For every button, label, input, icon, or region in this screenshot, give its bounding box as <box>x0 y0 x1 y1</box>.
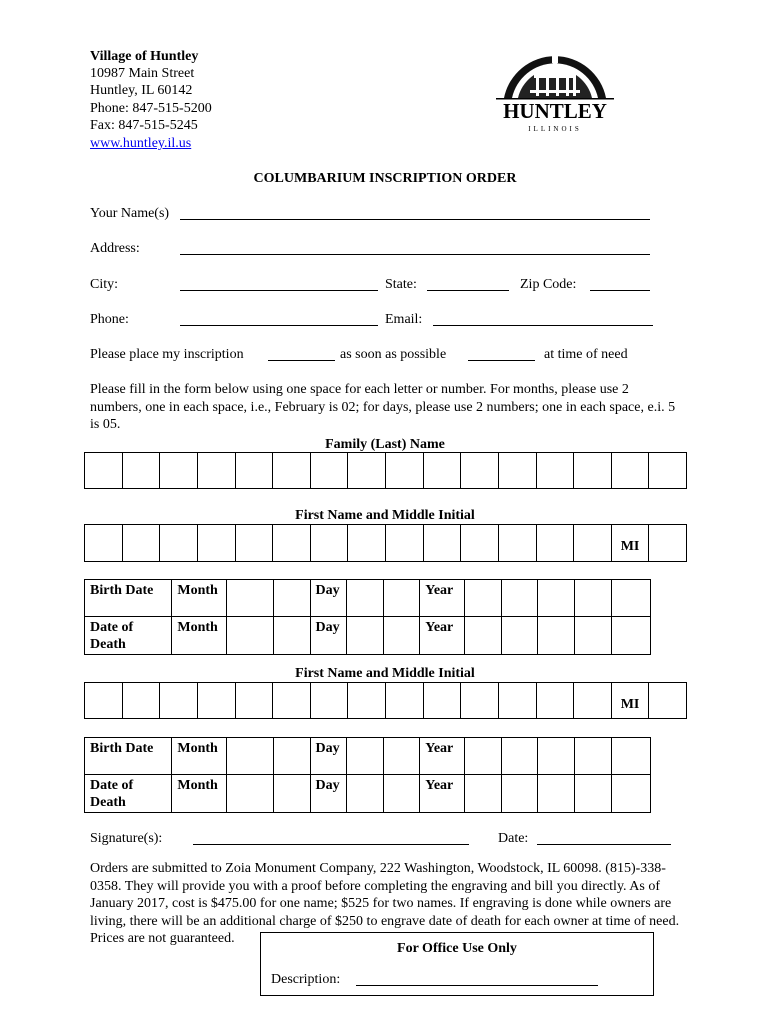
letter-box[interactable] <box>236 525 274 561</box>
digit-box[interactable] <box>347 580 384 617</box>
death-date-label: Date of Death <box>85 775 172 813</box>
digit-box[interactable] <box>227 580 274 617</box>
logo-subtitle: ILLINOIS <box>528 125 582 133</box>
letter-box[interactable] <box>160 683 198 718</box>
year-label: Year <box>420 617 465 655</box>
asap-option: as soon as possible <box>340 347 447 362</box>
state-input-line[interactable] <box>427 277 509 291</box>
huntley-gazebo-logo <box>490 40 620 135</box>
digit-box[interactable] <box>383 580 420 617</box>
digit-box[interactable] <box>273 738 310 775</box>
day-label: Day <box>310 775 347 813</box>
letter-box[interactable] <box>461 683 499 718</box>
logo-wordmark: HUNTLEY <box>503 99 607 123</box>
digit-box[interactable] <box>273 775 310 813</box>
letter-box[interactable] <box>461 525 499 561</box>
digit-box[interactable] <box>501 617 538 655</box>
letter-box[interactable] <box>198 453 236 488</box>
first-name-grid-1[interactable] <box>84 524 687 562</box>
dates-table-1 <box>84 579 651 655</box>
city-state-zip: Huntley, IL 60142 <box>90 83 193 98</box>
death-date-label: Date of Death <box>85 617 172 655</box>
letter-box[interactable] <box>386 453 424 488</box>
address-label: Address: <box>90 241 140 256</box>
letter-box[interactable] <box>123 453 161 488</box>
digit-box[interactable] <box>227 617 274 655</box>
digit-box[interactable] <box>383 617 420 655</box>
letter-box[interactable] <box>198 683 236 718</box>
birth-date-label: Birth Date <box>85 580 172 617</box>
letter-box[interactable] <box>424 683 462 718</box>
month-label: Month <box>172 580 227 617</box>
digit-box[interactable] <box>227 775 274 813</box>
phone-label: Phone: <box>90 312 129 327</box>
day-label: Day <box>310 617 347 655</box>
digit-box[interactable] <box>464 580 501 617</box>
digit-box[interactable] <box>574 775 612 813</box>
letter-box[interactable] <box>499 525 537 561</box>
letter-box[interactable] <box>123 525 161 561</box>
letter-box[interactable] <box>160 453 198 488</box>
digit-box[interactable] <box>347 775 384 813</box>
fax-number: Fax: 847-515-5245 <box>90 118 198 133</box>
digit-box[interactable] <box>574 580 612 617</box>
letter-box[interactable] <box>273 525 311 561</box>
first-name-heading-1: First Name and Middle Initial <box>295 508 475 523</box>
dates-table-2 <box>84 737 651 813</box>
letter-box[interactable] <box>499 453 537 488</box>
letter-box[interactable] <box>311 525 349 561</box>
digit-box[interactable] <box>538 580 575 617</box>
time-of-need-option: at time of need <box>544 347 628 362</box>
asap-checkline[interactable] <box>268 347 335 361</box>
description-input-line[interactable] <box>356 972 598 986</box>
letter-box[interactable] <box>424 525 462 561</box>
year-label: Year <box>420 738 465 775</box>
names-label: Your Name(s) <box>90 206 170 221</box>
state-label: State: <box>385 277 417 292</box>
letter-box[interactable] <box>123 683 161 718</box>
instructions-text: Please fill in the form below using one space for each letter or number. For months, please use 2 numbers, one in each space, i.e., February is 02; for days, please use 2 numbers; one in each space, e.i. 5 is 05. <box>90 382 676 432</box>
phone-input-line[interactable] <box>180 312 378 326</box>
website-link[interactable]: www.huntley.il.us <box>90 136 192 151</box>
street-address: 10987 Main Street <box>90 66 195 81</box>
office-use-box <box>260 932 654 996</box>
signature-label: Signature(s): <box>90 831 163 846</box>
letter-box[interactable] <box>386 683 424 718</box>
time-of-need-checkline[interactable] <box>468 347 535 361</box>
letter-box[interactable] <box>273 453 311 488</box>
digit-box[interactable] <box>612 775 651 813</box>
letter-box[interactable] <box>612 453 650 488</box>
digit-box[interactable] <box>273 580 310 617</box>
digit-box[interactable] <box>538 738 575 775</box>
letter-box[interactable] <box>537 525 575 561</box>
address-input-line[interactable] <box>180 241 650 255</box>
description-label: Description: <box>271 972 341 987</box>
mi-box[interactable] <box>612 525 650 561</box>
birth-date-label: Birth Date <box>85 738 172 775</box>
digit-box[interactable] <box>227 738 274 775</box>
month-label: Month <box>172 738 227 775</box>
office-use-heading: For Office Use Only <box>397 941 517 956</box>
digit-box[interactable] <box>612 617 651 655</box>
letter-box[interactable] <box>649 683 686 718</box>
letter-box[interactable] <box>236 683 274 718</box>
phone-number: Phone: 847-515-5200 <box>90 101 212 116</box>
letter-box[interactable] <box>574 453 612 488</box>
email-label: Email: <box>385 312 423 327</box>
digit-box[interactable] <box>538 775 575 813</box>
year-label: Year <box>420 580 465 617</box>
date-label: Date: <box>498 831 529 846</box>
day-label: Day <box>310 580 347 617</box>
letter-box[interactable] <box>386 525 424 561</box>
letter-box[interactable] <box>461 453 499 488</box>
letter-box[interactable] <box>348 683 386 718</box>
letter-box[interactable] <box>85 683 123 718</box>
email-input-line[interactable] <box>433 312 653 326</box>
city-label: City: <box>90 277 119 292</box>
digit-box[interactable] <box>501 580 538 617</box>
digit-box[interactable] <box>538 617 575 655</box>
city-input-line[interactable] <box>180 277 378 291</box>
mi-box[interactable] <box>612 683 650 718</box>
digit-box[interactable] <box>464 738 501 775</box>
family-name-heading: Family (Last) Name <box>325 437 445 452</box>
letter-box[interactable] <box>198 525 236 561</box>
letter-box[interactable] <box>311 683 349 718</box>
mi-label: MI <box>620 539 640 554</box>
digit-box[interactable] <box>612 580 651 617</box>
mi-label: MI <box>620 697 640 712</box>
first-name-grid-2[interactable] <box>84 682 687 719</box>
letter-box[interactable] <box>499 683 537 718</box>
letter-box[interactable] <box>424 453 462 488</box>
letter-box[interactable] <box>85 453 123 488</box>
letter-box[interactable] <box>537 453 575 488</box>
letter-box[interactable] <box>160 525 198 561</box>
letter-box[interactable] <box>649 453 686 488</box>
day-label: Day <box>310 738 347 775</box>
digit-box[interactable] <box>273 617 310 655</box>
timing-label: Please place my inscription <box>90 347 244 362</box>
zip-label: Zip Code: <box>520 277 577 292</box>
digit-box[interactable] <box>464 617 501 655</box>
names-input-line[interactable] <box>180 206 650 220</box>
digit-box[interactable] <box>347 617 384 655</box>
letter-box[interactable] <box>348 525 386 561</box>
digit-box[interactable] <box>501 775 538 813</box>
signature-input-line[interactable] <box>193 831 469 845</box>
letter-box[interactable] <box>85 525 123 561</box>
letter-box[interactable] <box>649 525 686 561</box>
fine-print: Orders are submitted to Zoia Monument Company, 222 Washington, Woodstock, IL 60098. (815)-338-0358. They will provide you with a proof before completing the engraving and bill you directly. As of January 2017, cost is $475.00 for one name; $525 for two names. If engraving is done while owners are living, there will be an additional charge of $250 to engrave date of death for each owner at time of need. Prices are not guaranteed. <box>90 861 680 946</box>
month-label: Month <box>172 775 227 813</box>
letter-box[interactable] <box>574 525 612 561</box>
digit-box[interactable] <box>574 738 612 775</box>
year-label: Year <box>420 775 465 813</box>
letter-box[interactable] <box>537 683 575 718</box>
digit-box[interactable] <box>347 738 384 775</box>
month-label: Month <box>172 617 227 655</box>
form-title: COLUMBARIUM INSCRIPTION ORDER <box>253 171 517 186</box>
letter-box[interactable] <box>574 683 612 718</box>
digit-box[interactable] <box>612 738 651 775</box>
letter-box[interactable] <box>348 453 386 488</box>
letter-box[interactable] <box>236 453 274 488</box>
digit-box[interactable] <box>464 775 501 813</box>
first-name-heading-2: First Name and Middle Initial <box>295 666 475 681</box>
date-input-line[interactable] <box>537 831 671 845</box>
digit-box[interactable] <box>501 738 538 775</box>
digit-box[interactable] <box>383 775 420 813</box>
letter-box[interactable] <box>311 453 349 488</box>
family-name-grid[interactable] <box>84 452 687 489</box>
digit-box[interactable] <box>574 617 612 655</box>
digit-box[interactable] <box>383 738 420 775</box>
letter-box[interactable] <box>273 683 311 718</box>
org-name: Village of Huntley <box>90 49 199 64</box>
zip-input-line[interactable] <box>590 277 650 291</box>
